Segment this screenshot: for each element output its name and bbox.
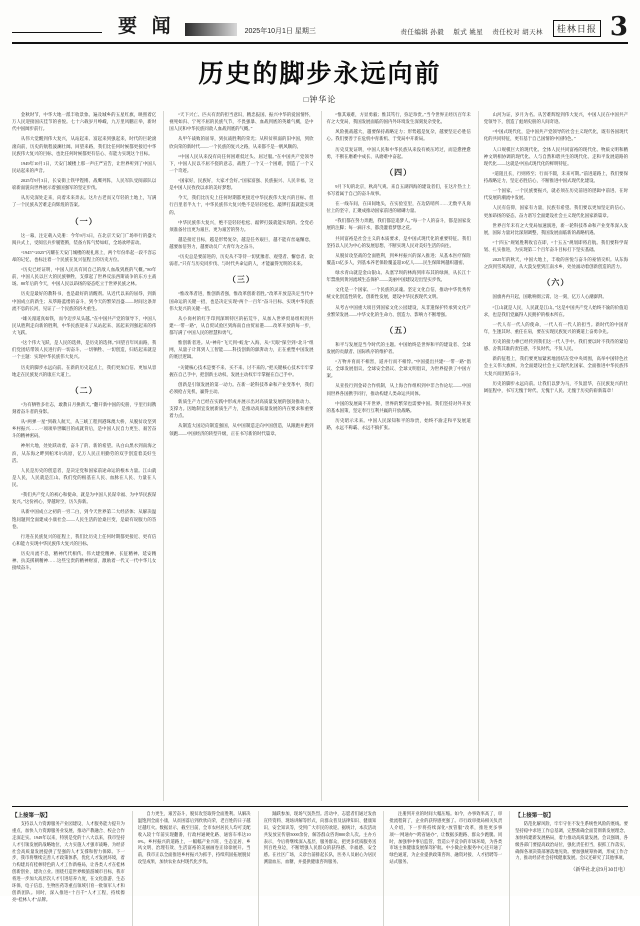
body-paragraph: “雄关漫道真如铁，而今迈步从头越。”在中国共产党的领导下，中国人民从胜利走向新的胜利，中华民族迎来了从站起来、富起来到强起来的伟大飞跃。 bbox=[12, 315, 157, 335]
article-headline: 历史的脚步永远向前 bbox=[198, 59, 442, 88]
body-paragraph: “国家好，民族好，大家才会好。”国家富强、民族振兴、人民幸福，这是中国人民孜孜以求的美好梦想。 bbox=[169, 178, 314, 191]
footer-continuation-band bbox=[12, 806, 628, 926]
footer-column-5 bbox=[509, 811, 628, 926]
body-paragraph: 惟创新者进。从“神舟”飞天到“蛟龙”入海，从“天眼”探空到“北斗”组网，从量子计算到人工智能——科技创新的澎湃动力，正在重塑中国发展的底层逻辑。 bbox=[169, 340, 314, 360]
masthead-left-rule bbox=[12, 10, 108, 39]
body-paragraph: 绿水青山就是金山银山。从塞罕坝的林海到库布其的绿洲，从长江十年禁渔到黄河流域生态保护——美丽中国建设迈出坚实步伐。 bbox=[326, 270, 471, 283]
footer-column-4 bbox=[383, 811, 502, 926]
credit-proofreader: 责任校对 胡天林 bbox=[492, 29, 543, 36]
body-paragraph: “为有牺牲多壮志，敢教日月换新天。”翻开新中国的史册，字里行间镌刻着奋斗者的身影。 bbox=[12, 401, 157, 414]
body-paragraph: “道阻且长，行则将至；行而不辍，未来可期。”前进道路上，我们要保持战略定力，坚定必胜信心，不断推进中国式现代化建设。 bbox=[483, 170, 628, 183]
body-paragraph: 一个国家、一个民族要振兴，就必须在历史前进的逻辑中前进、在时代发展的潮流中发展。 bbox=[483, 188, 628, 201]
body-paragraph: 风险挑战越大，越要保持战略定力；形势越是复杂，越要坚定必胜信心。我们要善于在危机中育新机、于变局中开新局。 bbox=[326, 129, 471, 142]
body-paragraph: 9月下旬的北京，秋高气爽。来自五湖四海的建设者们，在这片热土上书写着属于自己的奋斗故事。 bbox=[326, 183, 471, 196]
body-paragraph: “天下兴亡、匹夫有责的担当意识，精忠报国、振兴中华的爱国情怀，视死如归、宁死不屈的民族气节，不畏强暴、血战到底的英雄气概，是中国人民和中华民族同敌人血战到底的气概。” bbox=[169, 112, 314, 132]
body-paragraph: 今天，我们比历史上任何时期都更接近中华民族伟大复兴的目标。但行百里者半九十，中华民族伟大复兴绝不是轻轻松松、敲锣打鼓就能实现的。 bbox=[169, 195, 314, 215]
gradient-bar bbox=[185, 23, 237, 36]
paper-logo bbox=[553, 19, 601, 37]
body-paragraph: 历史是最好的教科书，也是最好的清醒剂。从近代以来的屈辱，到新中国成立的新生；从筚路蓝缕的奋斗，到今天的繁荣昌盛——时间这条奔流不息的长河，见证了一个民族的浴火重生。 bbox=[12, 291, 157, 311]
footer-column-3 bbox=[258, 811, 377, 926]
article-endnote: （新华社北京9月30日电） bbox=[570, 868, 628, 874]
body-paragraph: “历史已经证明，中国人民具有同自己的敌人血战到底的气概。”80年前，中国人民以巨大的民族牺牲，支撑起了世界反法西斯战争的东方主战场。80年后的今天，中国人民以昂扬的姿态屹立于世界民族之林。 bbox=[12, 267, 157, 287]
body-paragraph: “惟改革者进，惟创新者强，惟改革创新者胜。”改革开放是决定当代中国命运的关键一招，也是决定实现“两个一百年”奋斗目标、实现中华民族伟大复兴的关键一招。 bbox=[169, 291, 314, 311]
headline-zone bbox=[12, 54, 628, 105]
text-column-1 bbox=[12, 111, 156, 801]
body-paragraph: 人民有信仰，国家有力量，民族有希望。我们要以更加坚定的信心、更加昂扬的姿态，奋力谱写全面建设社会主义现代化国家新篇章。 bbox=[483, 205, 628, 218]
body-paragraph: 历史川流不息，精神代代相传。伟大建党精神、长征精神、延安精神、抗美援朝精神……这些宝贵的精神财富，激励着一代又一代中华儿女接续奋斗。 bbox=[12, 551, 157, 571]
body-paragraph: 金秋时节，中华大地一派丰收景象。遍及城乡的五星红旗，映照着亿万人民迎接国庆佳节的喜悦。七十六载岁月峥嵘，九万里风鹏正举，新时代中国阔步前行。 bbox=[12, 112, 157, 132]
body-paragraph: 文化是一个国家、一个民族的灵魂。坚定文化自信，推动中华优秀传统文化创造性转化、创新性发展，建设中华民族现代文明。 bbox=[326, 287, 471, 300]
page-number: 3 bbox=[609, 11, 628, 42]
body-paragraph: 在一线车间，在田间地头，在实验室里，在边防哨所……无数平凡岗位上的坚守，汇聚成推动国家前进的磅礴力量。 bbox=[326, 201, 471, 214]
footer-column-1 bbox=[12, 811, 125, 926]
section-title: 要 闻 bbox=[118, 15, 175, 37]
paper-name: 桂林日报 bbox=[553, 20, 601, 37]
text-column-3 bbox=[321, 111, 471, 801]
body-paragraph: 这一幕，注定载入史册：今年9月3日，在北京天安门广场举行的盛大阅兵式上，受阅官兵步履铿锵，装备方阵气势如虹，全场欢呼雷动。 bbox=[12, 232, 157, 245]
body-paragraph: “这个伟大飞跃，是人民的选择，是历史的选择。”回望百年风雨路，我们党团结带领人民进行的一切奋斗、一切牺牲、一切创造，归结起来就是一个主题：实现中华民族伟大复兴。 bbox=[12, 340, 157, 360]
body-paragraph: 从亚投行到金砖合作机制，从上海合作组织到中非合作论坛——中国同世界各国携手同行，推动构建人类命运共同体。 bbox=[326, 383, 471, 396]
body-paragraph: 行进在民族复兴的征程上，我们比历史上任何时期都更接近、更有信心和能力实现中华民族伟大复兴的目标。 bbox=[12, 533, 157, 546]
credit-layout: 版式 姚星 bbox=[453, 29, 484, 36]
publication-date: 2025年10月1日 星期三 bbox=[244, 28, 316, 35]
body-paragraph: 从小岗村的红手印到深圳特区的拓荒牛，从加入世界贸易组织到共建“一带一路”，从自贸试验区到海南自由贸易港——改革开放的每一步，都写满了中国人民的智慧和勇气。 bbox=[169, 315, 314, 335]
body-paragraph: 神州大地，处处跃动着，奋斗了的、新的希望。从白山黑水到南海之滨，从东海之畔到帕米尔高原，亿万人民正用勤劳的双手创造着美好生活。 bbox=[12, 443, 157, 463]
section-subhead: （四） bbox=[385, 166, 413, 177]
footer-column-2 bbox=[132, 811, 251, 926]
body-paragraph: 从新中国成立之初的一穷二白，到今天世界第二大经济体；从解决温饱问题到全面建成小康社会——人民生活的沧桑巨变，是最有说服力的答卷。 bbox=[12, 509, 157, 529]
body-paragraph: 从制造大国迈向制造强国，从中国制造走向中国创造，从跟跑并跑到领跑——中国经济的转型升级，正在书写新的时代篇章。 bbox=[169, 423, 314, 436]
footer-paragraph: 防范化解风险，牢牢守住不发生系统性风险的底线。要坚持稳中求进工作总基调，完整准确全面贯彻新发展理念，加快构建新发展格局，着力推动高质量发展。会议强调，各级各部门要提高政治站位，强化责任担当，狠抓工作落实，确保各项决策部署落地见效。要加强统筹协调，形成工作合力，推动经济社会持续健康发展。会议还研究了其他事项。 bbox=[515, 821, 628, 861]
body-paragraph: 从脱贫攻坚战的全面胜利，到乡村振兴的深入推进；从基本医疗保险覆盖13亿多人，到基本养老保险覆盖超10亿人——民生保障网越织越密。 bbox=[326, 252, 471, 265]
section-subhead: （五） bbox=[385, 324, 413, 335]
footer-paragraph: 注册到开业的时间大幅压缩。如今，办事效率高了，审批流程简了，企业的获得感更强了。市行政审批局相关负责人介绍，下一步将持续深化“放管服”改革，推进更多事项“一网通办”“跨省通办”，让数据多跑路、群众少跑腿。同时，加强事中事后监管，营造公平竞争的市场环境，为各类市场主体健康发展保驾护航。中小微企业服务中心还开通了绿色通道，为企业提供政策咨询、融资对接、人才招聘等一站式服务。 bbox=[389, 811, 503, 865]
body-paragraph: 越是接近目标，越是形势复杂，越是任务艰巨，越不能有丝毫懈怠，越要加倍努力，越要动员广大青年为之奋斗。 bbox=[169, 236, 314, 249]
body-paragraph: 山河为证，岁月为名。从苦难辉煌到伟大复兴，中国人民在中国共产党领导下，创造了彪炳史册的人间奇迹。 bbox=[483, 112, 628, 125]
section-subhead: （六） bbox=[542, 277, 570, 288]
section-subhead: （一） bbox=[70, 215, 98, 226]
body-paragraph: 从历史深处走来，向着未来奔去。这片古老而又年轻的土地上，写满了一个民族从苦难走向辉煌的答案。 bbox=[12, 195, 157, 208]
footer-paragraph: 支持以人力资源服务产业园建设、人才服务能力提升为重点，加快人力资源服务业发展，推动产教融合、校企合作走深走实。1949年以来，特别是党的十八大以来，我市坚持人才引领发展的战略地位，大力实施人才强市战略，为经济社会高质量发展提供了坚强的人才支撑和智力保障。下一步，我市将继续完善人才政策体系，优化人才发展环境，着力构建具有桂林特色的人才工作新格局，让各类人才在桂林创新创业、建功立业。围绕打造世界级旅游城市目标，我市将进一步加大高层次人才引进培养力度，在文化旅游、生态环保、电子信息、生物医药等重点领域引育一批领军人才和创新团队。同时，深入推进“十百千”人才工程，持续擦亮“桂林人才”品牌。 bbox=[12, 821, 125, 902]
body-paragraph: 共同富裕是社会主义的本质要求，是中国式现代化的重要特征。我们坚持以人民为中心的发展思想，不断实现人民对美好生活的向往。 bbox=[326, 235, 471, 248]
body-paragraph: 人口规模巨大的现代化、全体人民共同富裕的现代化、物质文明和精神文明相协调的现代化、人与自然和谐共生的现代化、走和平发展道路的现代化——这就是中国式现代化的鲜明特征。 bbox=[483, 146, 628, 166]
body-paragraph: 国旗冉冉升起，国歌响彻云霄。这一刻，亿万人心潮澎湃。 bbox=[492, 294, 607, 300]
body-paragraph: 中国的发展离不开世界，世界的繁荣也需要中国。我们坚持对外开放的基本国策，坚定奉行互利共赢的开放战略。 bbox=[326, 400, 471, 413]
body-paragraph: “我们都在努力奔跑，我们都是追梦人。”每一个人的奋斗，都是国家发展的注脚；每一滴汗水，都浇灌着梦想之花。 bbox=[326, 218, 471, 231]
footer-paragraph: 自力更生、艰苦奋斗，脱贫攻坚取得全面胜利。从解决温饱到全面小康，从贫困落后到欣欣向荣，老百姓的日子越过越红火。数据显示，截至目前，全市农村居民人均可支配收入较十年前实现翻番，行政村通硬化路、通客车率达100%。乡村振兴的道路上，一幅幅产业兴旺、生态宜居、乡风文明、治理有效、生活富裕的美丽画卷正徐徐展开。当前，我市正以全面推进乡村振兴为抓手，持续巩固拓展脱贫攻坚成果，加快农业农村现代化步伐。 bbox=[137, 811, 251, 865]
body-paragraph: 新质生产力已经在实践中形成并展示出对高质量发展的强劲推动力、支撑力。因地制宜发展新质生产力，是推动高质量发展的内在要求和重要着力点。 bbox=[169, 399, 314, 419]
body-paragraph: 2025年的秋天，中国大地上，丰收的喜悦与奋斗的豪情交织。从东海之滨到雪域高原，从大漠戈壁到江南水乡，处处涌动着创新创造的活力。 bbox=[483, 257, 628, 270]
credit-editor: 责任编辑 孙毅 bbox=[400, 29, 445, 36]
body-paragraph: 2025年9月3日，长安街上铁甲铿锵、战鹰列阵，人民军队受阅部队以崭新面貌向世界展示着强国强军的坚定步伐。 bbox=[12, 178, 157, 191]
body-paragraph: 历史的脚步永远向前。在新的历史起点上，我们更加自信、更加从容地走在民族复兴的康庄大道上。 bbox=[12, 364, 157, 377]
body-paragraph: “惟其艰难，方显勇毅；惟其笃行，弥足珍贵。”当今世界正经历百年未有之大变局，我国发展面临的国内外环境发生深刻复杂变化。 bbox=[326, 112, 471, 125]
body-paragraph: 历史的接力棒已经传到我们这一代人手中。我们要以时不我待的紧迫感、舍我其谁的责任感，不负时代、不负人民。 bbox=[483, 339, 628, 352]
editor-credits bbox=[394, 27, 543, 36]
body-paragraph: 世界百年未有之大变局加速演进，新一轮科技革命和产业变革深入发展，国际力量对比深刻调整，我国发展面临新的战略机遇。 bbox=[483, 222, 628, 235]
body-paragraph: 1949年10月1日，天安门城楼上那一声庄严宣告，让世界听到了中国人民站起来的声音。 bbox=[12, 160, 157, 173]
body-paragraph: 历史的脚步永远向前。让我们以梦为马，不负韶华，在民族复兴的壮阔征程中，书写无愧于时代、无愧于人民、无愧于历史的崭新篇章！ bbox=[483, 380, 628, 393]
body-paragraph: 一代人有一代人的使命，一代人有一代人的担当。新时代的中国青年，生逢其时、重任在肩，要在实现民族复兴的赛道上奋勇争先。 bbox=[483, 321, 628, 334]
article-byline: □钟华论 bbox=[303, 95, 337, 104]
body-paragraph: 从甲午战败的屈辱，到抗战胜利的荣光；从积贫积弱的旧中国，到欣欣向荣的新时代——一个民族的复兴之路，从来都不是一帆风顺的。 bbox=[169, 136, 314, 149]
body-paragraph: 新的征程上，我们要更加紧密地团结在党中央周围，高举中国特色社会主义伟大旗帜，为全面建设社会主义现代化国家、全面推进中华民族伟大复兴而团结奋斗。 bbox=[483, 356, 628, 376]
footer-paragraph: 踊跃参加，现场气氛热烈。活动中，志愿者们通过发放宣传资料、现场讲解等形式，向群众普及法律知识、健康知识、安全知识等，受到广大市民的欢迎。据统计，本次活动共发放宣传册5000余份，解答群众咨询800余人次。主办方表示，今后将继续深入基层、服务群众，把更多优质服务送到百姓身边，不断增强人民群众的获得感、幸福感、安全感。在社区广场，义诊台前排起长队，医务人员耐心为居民测量血压、血糖，并提供健康咨询服务。 bbox=[263, 811, 377, 865]
text-column-4 bbox=[478, 111, 628, 801]
continuation-label: 【上接第一版】 bbox=[12, 813, 51, 819]
body-paragraph: 中华民族伟大复兴，绝不是轻轻松松、敲锣打鼓就能实现的。全党必须准备付出更为艰巨、更为艰苦的努力。 bbox=[169, 219, 314, 232]
body-paragraph: “十四五”规划胜利收官在即，“十五五”规划即将启航。我们要科学谋划、扎实推进，为实现第二个百年奋斗目标打下坚实基础。 bbox=[483, 239, 628, 252]
body-paragraph: 从“两弹一星”到载人航天，从三峡工程到港珠澳大桥，从脱贫攻坚到乡村振兴……一项项举世瞩目的成就背后，是中国人民自力更生、艰苦奋斗的精神密码。 bbox=[12, 419, 157, 439]
body-paragraph: “历史总是要前进的，历史从不等待一切犹豫者、观望者、懈怠者、软弱者。”只有与历史同步伐、与时代共命运的人，才能赢得光明的未来。 bbox=[169, 254, 314, 267]
body-paragraph: “1945”“2025”闪耀在天安门城楼的观礼席上，两个年份串起一段不容忘却的记忆，也标注着一个民族在复兴征程上的历史方位。 bbox=[12, 249, 157, 262]
body-paragraph: 人民是历史的创造者，是决定党和国家前途命运的根本力量。江山就是人民，人民就是江山。我们党的根基在人民、血脉在人民、力量在人民。 bbox=[12, 467, 157, 487]
body-paragraph: 历史反复证明，中国人民和中华民族从来没有被压垮过，而是愈挫愈勇，不断在磨难中成长、从磨难中奋起。 bbox=[326, 146, 471, 159]
body-paragraph: “中国式现代化，是中国共产党领导的社会主义现代化，既有各国现代化的共同特征，更有基于自己国情的中国特色。” bbox=[483, 129, 628, 142]
continuation-label: 【上接第一版】 bbox=[515, 813, 554, 819]
body-paragraph: 从伟大觉醒到伟大复兴，从站起来、富起来到强起来，时代的巨轮滚滚向前，历史的航程波澜壮阔。回望来路，我们比任何时候都更接近中华民族伟大复兴的目标，也比任何时候都更有信心、有能力实现这个目标。 bbox=[12, 136, 157, 156]
body-paragraph: 历史昭示未来。中国人民深知和平的珍贵，始终不渝走和平发展道路，永远不称霸、永远不搞扩张。 bbox=[326, 417, 471, 430]
body-paragraph: “中国人民从来没有向任何困难低过头、屈过服。”在中国共产党领导下，中国人民以不屈不挠的意志，战胜了一个又一个困难，创造了一个又一个奇迹。 bbox=[169, 153, 314, 173]
section-subhead: （三） bbox=[227, 274, 255, 285]
body-paragraph: 和平与发展是当今时代的主题。中国始终是世界和平的建设者、全球发展的贡献者、国际秩序的维护者。 bbox=[326, 341, 471, 354]
body-paragraph: “江山就是人民，人民就是江山。”这是中国共产党人始终不渝的价值追求，也是我们党赢得人民拥护的根本所在。 bbox=[483, 304, 628, 317]
masthead bbox=[12, 10, 628, 44]
text-column-2 bbox=[163, 111, 313, 801]
body-paragraph: 从考古中国重大项目到国家文化公园建设，从非遗保护传承到文化产业繁荣发展——中华文化的生命力、创造力、影响力不断增强。 bbox=[326, 304, 471, 317]
rule-line bbox=[12, 32, 102, 33]
body-paragraph: “关键核心技术是要不来、买不来、讨不来的。”把关键核心技术牢牢掌握在自己手中，把创新主动权、发展主动权牢牢掌握在自己手中。 bbox=[169, 364, 314, 377]
article-body bbox=[12, 111, 628, 801]
section-subhead: （二） bbox=[70, 384, 98, 395]
body-paragraph: “万物并育而不相害，道并行而不相悖。”中国提出共建“一带一路”倡议、全球发展倡议、全球安全倡议、全球文明倡议，为世界提供了中国方案。 bbox=[326, 359, 471, 379]
body-paragraph: 创新是引领发展的第一动力。在新一轮科技革命和产业变革中，我们必须抢占先机，赢得主动。 bbox=[169, 381, 314, 394]
body-paragraph: “我们共产党人的初心和使命，就是为中国人民谋幸福、为中华民族谋复兴。”这份初心，穿越时空，历久弥新。 bbox=[12, 492, 157, 505]
